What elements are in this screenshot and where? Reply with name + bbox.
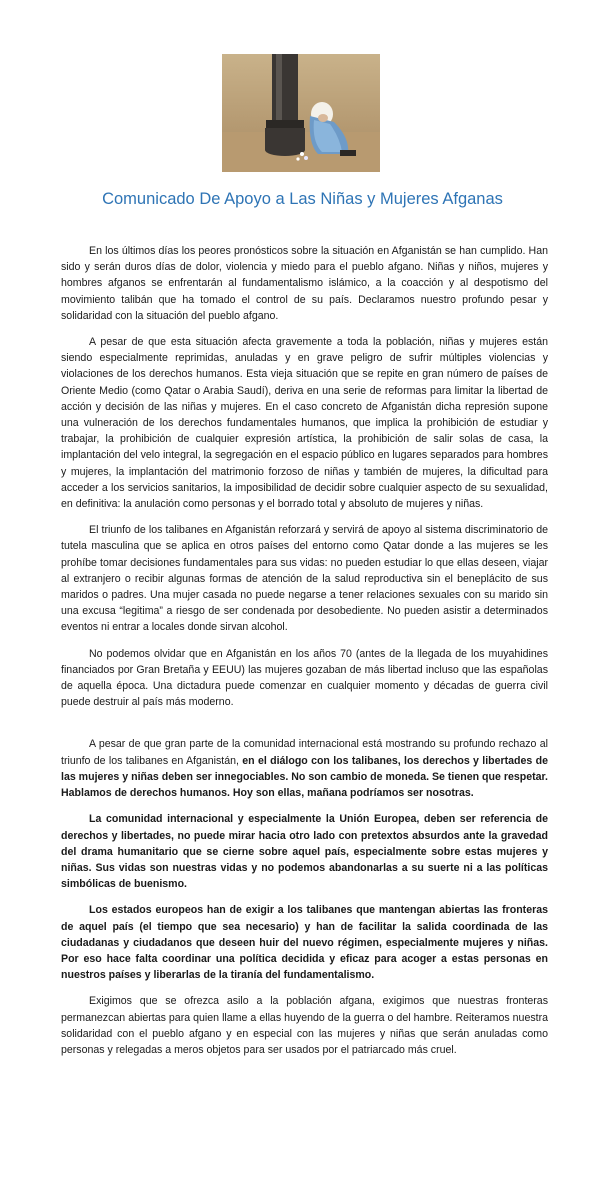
text-run: Exigimos que se ofrezca asilo a la población afgana, exigimos que nuestras fronteras permanezcan abiertas para quien llame a ellas huyendo de la guerra o del hambre. Reiteramos nuestra solidaridad con el pueblo afgano y en especial con las mujeres y niñas que serán anuladas como personas y relegadas a meros objetos para ser usados por el patriarcado más cruel. [61,995,548,1056]
bold-text: en el diálogo con los talibanes, los derechos y libertades de las mujeres y niñas deben ser innegociables. No son cambio de moneda. Se tienen que respetar. Hablamos de derechos humanos. Hoy son ellas, mañana podríamos ser nosotras. [61,754,548,800]
bold-text: Los estados europeos han de exigir a los talibanes que mantengan abiertas las fronteras de aquel país (el tiempo que sea necesario) y han de facilitar la salida coordinada de las ciudadanas y ciudadanos que deseen huir del nuevo régimen, especialmente mujeres y niñas. Por eso hace falta coordinar una política decidida y eficaz para acoger a estas personas en nuestros países y liberarlas de la tiranía del fundamentalismo. [61,904,548,982]
paragraph [61,993,548,1058]
document-title: Comunicado De Apoyo a Las Niñas y Mujeres Afganas [102,190,503,208]
paragraph [61,334,548,512]
document-body [61,243,548,1068]
text-run: A pesar de que esta situación afecta gravemente a toda la población, niñas y mujeres están siendo especialmente reprimidas, anuladas y en grave peligro de sufrir múltiples violencias y violaciones de los derechos humanos. Esta vieja situación que se repite en gran número de países de Oriente Medio (como Qatar o Arabia Saudí), deriva en una serie de reformas para limitar la libertad de acción y decisión de las niñas y mujeres. En el caso concreto de Afganistán dicha represión supone una vulneración de los derechos fundamentales humanos, que implica la prohibición de estudiar y trabajar, la prohibición de cualquier expresión artística, la prohibición de salir solas de casa, la implantación del velo integral, la segregación en el espacio público en lugares separados para hombres y mujeres, la implantación del matrimonio forzoso de niñas y también de mujeres, la dificultad para acceder a los servicios sanitarios, la imposibilidad de decidir sobre cualquier aspecto de su sexualidad, en definitiva: la anulación como personas y el borrado total y absoluto de mujeres y niñas. [61,336,548,511]
paragraph [61,811,548,892]
header-illustration [222,54,380,172]
paragraph [61,243,548,324]
text-run: El triunfo de los talibanes en Afganistán reforzará y servirá de apoyo al sistema discriminatorio de tutela masculina que se aplica en otros países del entorno como Qatar donde a las mujeres se les prohíbe tomar decisiones fundamentales para sus vidas: no pueden estudiar lo que ellas deseen, viajar al extranjero o recibir algunas formas de atención de la salud reproductiva sin el beneplácito de sus maridos o padres. Una mujer casada no puede negarse a tener relaciones sexuales con su marido sin una excusa “legitima” a riesgo de ser condenada por desobediente. No pueden asistir a determinados eventos ni entrar a locales donde sirvan alcohol. [61,524,548,634]
paragraph [61,646,548,711]
bold-text: La comunidad internacional y especialmente la Unión Europea, deben ser referencia de derechos y libertades, no puede mirar hacia otro lado con pretextos absurdos ante la gravedad del drama humanitario que se cierne sobre aquel país, especialmente sobre estas mujeres y niñas. Sus vidas son nuestras vidas y no podemos abandonarlas a su suerte ni a las políticas simbólicas de buenismo. [61,813,548,891]
text-run: No podemos olvidar que en Afganistán en los años 70 (antes de la llegada de los muyahidines financiados por Gran Bretaña y EEUU) las mujeres gozaban de más libertad incluso que las españolas de aquella época. Una dictadura puede comenzar en cualquier momento y décadas de guerra civil puede destruir al país más moderno. [61,647,548,709]
paragraph [61,522,548,635]
paragraph [61,736,548,801]
paragraph [61,902,548,983]
text-run: A pesar de que gran parte de la comunidad internacional está mostrando su profundo rechazo al triunfo de los talibanes en Afganistán, [61,738,548,767]
text-run: En los últimos días los peores pronósticos sobre la situación en Afganistán se han cumplido. Han sido y serán duros días de dolor, violencia y miedo para el pueblo afgano. Niñas y niños, mujeres y hombres afganos se enfrentarán al fundamentalismo islámico, a la coacción y al despotismo del movimiento talibán que ha tomado el control de su país. Declaramos nuestro profundo pesar y solidaridad con la situación del pueblo afgano. [61,245,548,322]
illustration-gun-woman [222,54,380,172]
